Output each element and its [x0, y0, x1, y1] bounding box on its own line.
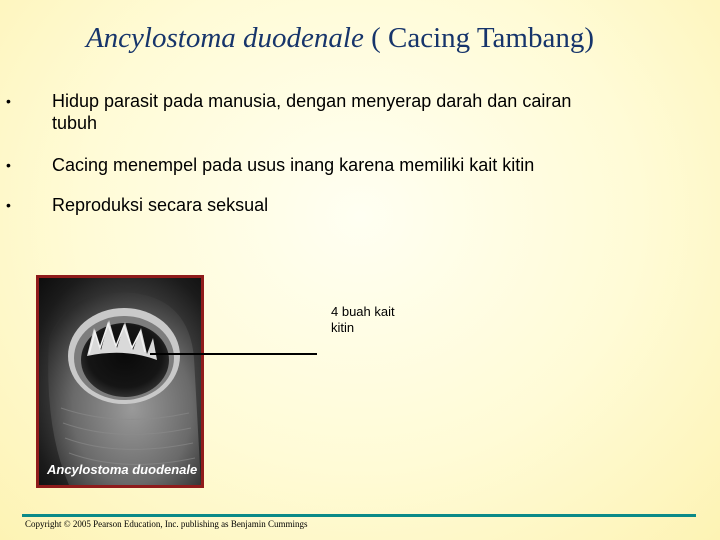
slide-title: [0, 22, 680, 55]
title-scientific-name: Ancylostoma duodenale: [85, 22, 364, 54]
bullet-marker: •: [6, 93, 11, 109]
bullet-text: Reproduksi secara seksual: [52, 195, 269, 215]
callout-label: 4 buah kait kitin: [331, 304, 395, 335]
micrograph-image: [39, 278, 201, 485]
bullet-marker: •: [6, 157, 11, 173]
callout-line: [150, 353, 317, 355]
micrograph-caption: Ancylostoma duodenale: [47, 462, 198, 477]
hookworm-mouth-illustration: [39, 278, 201, 485]
title-common-name: ( Cacing Tambang): [371, 22, 595, 54]
footer-divider: [22, 514, 696, 517]
bullet-text: Hidup parasit pada manusia, dengan menyerap darah dan cairan tubuh: [52, 91, 572, 133]
bullet-marker: •: [6, 197, 11, 213]
copyright-notice: Copyright © 2005 Pearson Education, Inc. publishing as Benjamin Cummings: [25, 519, 308, 529]
hookworm-micrograph: [36, 275, 204, 488]
bullet-text: Cacing menempel pada usus inang karena memiliki kait kitin: [52, 155, 535, 175]
